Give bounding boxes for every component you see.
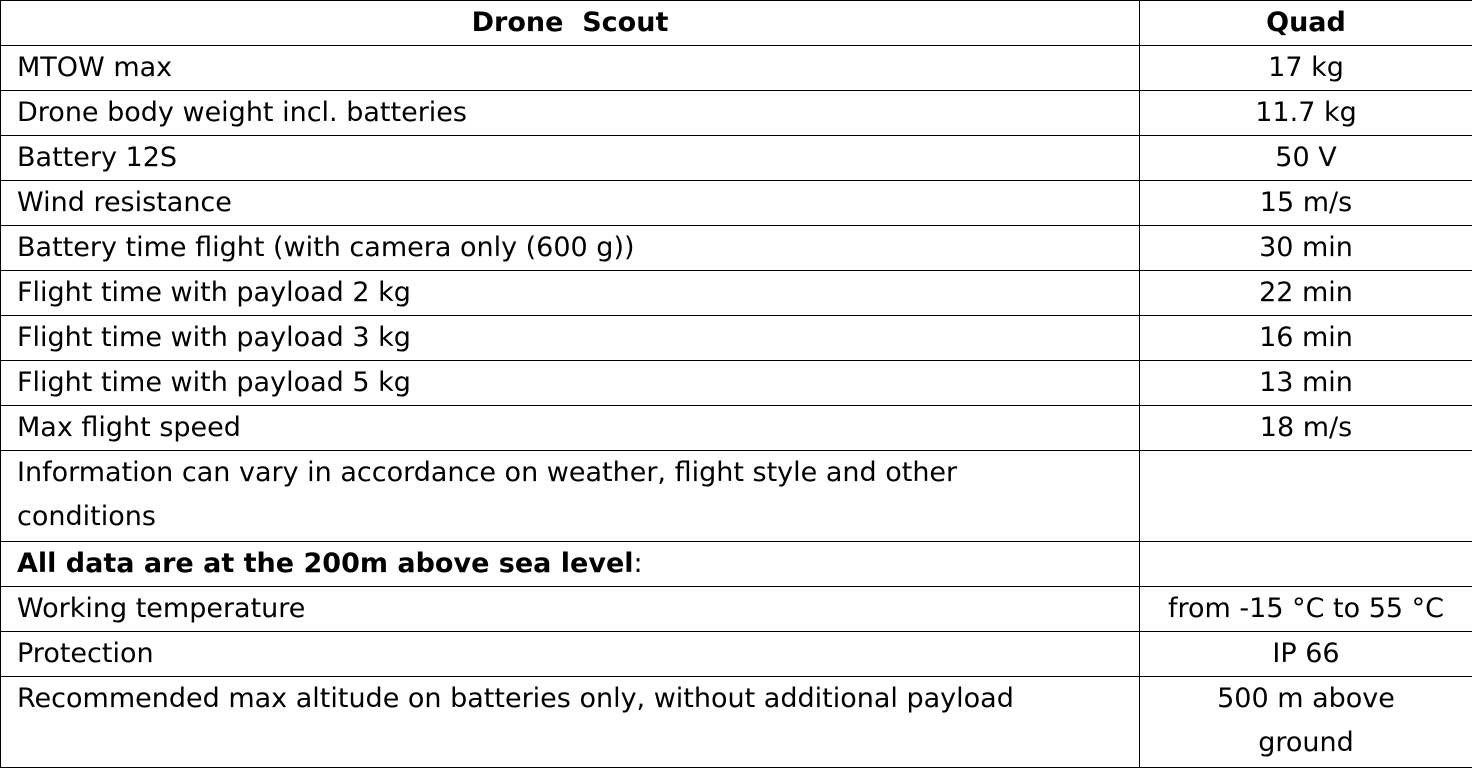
table-row bbox=[1, 406, 1472, 451]
row-value: 16 min bbox=[1140, 316, 1472, 361]
row-label: Information can vary in accordance on weather, flight style and other conditions bbox=[1, 451, 1140, 542]
row-label: Flight time with payload 2 kg bbox=[1, 271, 1140, 316]
row-label: Recommended max altitude on batteries only, without additional payload bbox=[1, 677, 1140, 768]
table-row bbox=[1, 271, 1472, 316]
table-row bbox=[1, 361, 1472, 406]
row-label: Working temperature bbox=[1, 587, 1140, 632]
table-row bbox=[1, 316, 1472, 361]
row-label: Drone body weight incl. batteries bbox=[1, 91, 1140, 136]
row-label: Flight time with payload 5 kg bbox=[1, 361, 1140, 406]
table-row bbox=[1, 542, 1472, 587]
row-value: from -15 °C to 55 °C bbox=[1140, 587, 1472, 632]
row-value: 15 m/s bbox=[1140, 181, 1472, 226]
row-label: Max flight speed bbox=[1, 406, 1140, 451]
row-value bbox=[1140, 451, 1472, 542]
table-row bbox=[1, 632, 1472, 677]
row-value: 22 min bbox=[1140, 271, 1472, 316]
header-quad: Quad bbox=[1140, 1, 1472, 46]
row-value: 50 V bbox=[1140, 136, 1472, 181]
row-value: 17 kg bbox=[1140, 46, 1472, 91]
row-label-suffix: : bbox=[633, 548, 643, 579]
row-label: Wind resistance bbox=[1, 181, 1140, 226]
row-label-bold: All data are at the 200m above sea level bbox=[17, 548, 634, 579]
header-drone-scout: Drone Scout bbox=[1, 1, 1140, 46]
row-value: 500 m above ground bbox=[1140, 677, 1472, 768]
table-row bbox=[1, 226, 1472, 271]
row-label: Flight time with payload 3 kg bbox=[1, 316, 1140, 361]
row-label: Battery time flight (with camera only (600 g)) bbox=[1, 226, 1140, 271]
row-label: Protection bbox=[1, 632, 1140, 677]
table-row bbox=[1, 451, 1472, 542]
table-row bbox=[1, 136, 1472, 181]
table-header-row bbox=[1, 1, 1472, 46]
row-label: MTOW max bbox=[1, 46, 1140, 91]
row-value: 13 min bbox=[1140, 361, 1472, 406]
table-row bbox=[1, 677, 1472, 768]
row-value bbox=[1140, 542, 1472, 587]
row-value: 11.7 kg bbox=[1140, 91, 1472, 136]
table-row bbox=[1, 46, 1472, 91]
table-row bbox=[1, 181, 1472, 226]
row-value: 18 m/s bbox=[1140, 406, 1472, 451]
row-value: IP 66 bbox=[1140, 632, 1472, 677]
row-label: Battery 12S bbox=[1, 136, 1140, 181]
table-row bbox=[1, 91, 1472, 136]
row-label bbox=[1, 542, 1140, 587]
table-row bbox=[1, 587, 1472, 632]
row-value: 30 min bbox=[1140, 226, 1472, 271]
